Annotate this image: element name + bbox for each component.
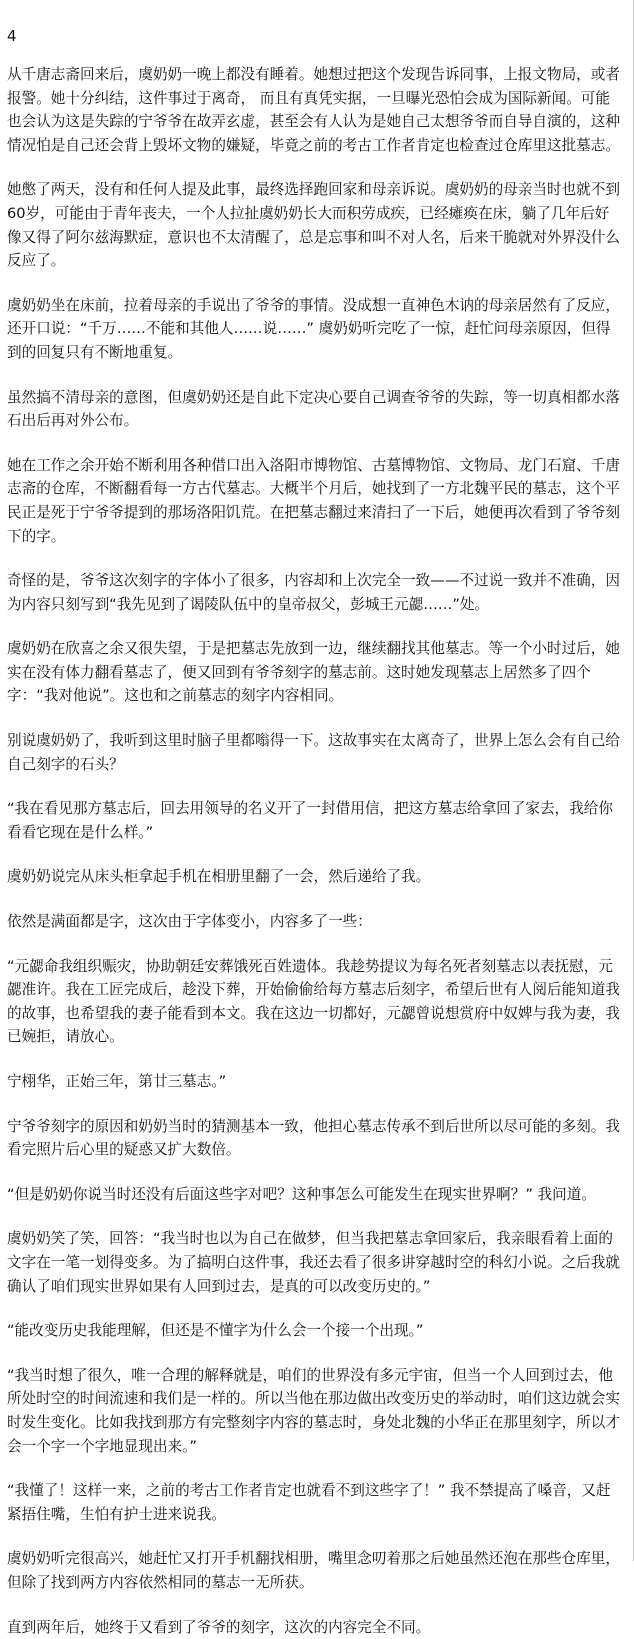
paragraph: 她在工作之余开始不断利用各种借口出入洛阳市博物馆、古墓博物馆、文物局、龙门石窟、千唐志斋的仓库，不断翻看每一方古代墓志。大概半个月后，她找到了一方北魏平民的墓志，这个平民正是死于宁爷爷提到的那场洛阳饥荒。在把墓志翻过来清扫了一下后，她便再次看到了爷爷刻下的字。	[7, 454, 622, 548]
paragraph: 别说虞奶奶了，我听到这里时脑子里都嗡得一下。这故事实在太离奇了，世界上怎么会有自己给自己刻字的石头？	[7, 729, 622, 776]
paragraph: 虞奶奶笑了笑，回答：“我当时也以为自己在做梦，但当我把墓志拿回家后，我亲眼看着上面的文字在一笔一划得变多。为了搞明白这件事，我还去看了很多讲穿越时空的科幻小说。之后我就确认了咱们现实世界如果有人回到过去，是真的可以改变历史的。”	[7, 1227, 622, 1298]
paragraph: 直到两年后，她终于又看到了爷爷的刻字，这次的内容完全不同。	[7, 1616, 622, 1639]
paragraph: 虞奶奶说完从床头柜拿起手机在相册里翻了一会，然后递给了我。	[7, 865, 622, 889]
paragraph: “元勰命我组织赈灾，协助朝廷安葬饿死百姓遗体。我趁势提议为每名死者刻墓志以表抚慰，元勰准许。我在工匠完成后，趁没下葬，开始偷偷给每方墓志后刻字，希望后世有人阅后能知道我的故事，也希望我的妻子能看到本文。我在这边一切都好，元勰曾说想赏府中奴婢与我为妻，我已婉拒，请放心。	[7, 955, 622, 1049]
paragraph: “我在看见那方墓志后，回去用领导的名义开了一封借用信，把这方墓志给拿回了家去，我给你看看它现在是什么样。”	[7, 797, 622, 844]
paragraph: “我当时想了很久，唯一合理的解释就是，咱们的世界没有多元宇宙，但当一个人回到过去，他所处时空的时间流速和我们是一样的。所以当他在那边做出改变历史的举动时，咱们这边就会实时发生变化。比如我找到那方有完整刻字内容的墓志时，身处北魏的小华正在那里刻字，所以才会一个字一个字地显现出来。”	[7, 1364, 622, 1458]
chapter-number: 4	[7, 24, 622, 48]
paragraph: “但是奶奶你说当时还没有后面这些字对吧？这种事怎么可能发生在现实世界啊？” 我问道。	[7, 1183, 622, 1207]
paragraph: 虽然搞不清母亲的意图，但虞奶奶还是自此下定决心要自己调查爷爷的失踪，等一切真相都水落石出后再对外公布。	[7, 386, 622, 433]
paragraph: 宁栩华，正始三年，第廿三墓志。”	[7, 1070, 622, 1094]
paragraph: 虞奶奶坐在床前，拉着母亲的手说出了爷爷的事情。没成想一直神色木讷的母亲居然有了反应，还开口说：“千万……不能和其他人……说……” 虞奶奶听完吃了一惊，赶忙问母亲原因，但得到的回复只有不断地重复。	[7, 294, 622, 365]
paragraph: 宁爷爷刻字的原因和奶奶当时的猜测基本一致，他担心墓志传承不到后世所以尽可能的多刻。我看完照片后心里的疑惑又扩大数倍。	[7, 1115, 622, 1162]
paragraph: 她憋了两天，没有和任何人提及此事，最终选择跑回家和母亲诉说。虞奶奶的母亲当时也就不到60岁，可能由于青年丧夫，一个人拉扯虞奶奶长大而积劳成疾，已经瘫痪在床，躺了几年后好像又得了阿尔兹海默症，意识也不太清醒了，总是忘事和叫不对人名，后来干脆就对外界没什么反应了。	[7, 178, 622, 272]
paragraph: 虞奶奶在欣喜之余又很失望，于是把墓志先放到一边，继续翻找其他墓志。等一个小时过后，她实在没有体力翻看墓志了，便又回到有爷爷刻字的墓志前。这时她发现墓志上居然多了四个字：“我对他说”。这也和之前墓志的刻字内容相同。	[7, 637, 622, 708]
paragraph: “能改变历史我能理解，但还是不懂字为什么会一个接一个出现。”	[7, 1319, 622, 1343]
paragraph: “我懂了！这样一来，之前的考古工作者肯定也就看不到这些字了！” 我不禁提高了嗓音，又赶紧捂住嘴，生怕有护士进来说我。	[7, 1479, 622, 1526]
paragraph: 奇怪的是，爷爷这次刻字的字体小了很多，内容却和上次完全一致——不过说一致并不准确，因为内容只刻写到“我先见到了谒陵队伍中的皇帝叔父，彭城王元勰……”处。	[7, 569, 622, 616]
paragraph: 从千唐志斋回来后，虞奶奶一晚上都没有睡着。她想过把这个发现告诉同事，上报文物局，或者报警。她十分纠结，这件事过于离奇， 而且有真凭实据，一旦曝光恐怕会成为国际新闻。可能也会认为这是失踪的宁爷爷在故弄玄虚，甚至会有人认为是她自己太想爷爷而自导自演的，这种情况怕是自己还会背上毁坏文物的嫌疑，毕竟之前的考古工作者肯定也检查过仓库里这批墓志。	[7, 63, 622, 157]
paragraph: 依然是满面都是字，这次由于字体变小，内容多了一些：	[7, 910, 622, 934]
paragraph: 虞奶奶听完很高兴，她赶忙又打开手机翻找相册，嘴里念叨着那之后她虽然还泡在那些仓库里，但除了找到两方内容依然相同的墓志一无所获。	[7, 1547, 622, 1594]
